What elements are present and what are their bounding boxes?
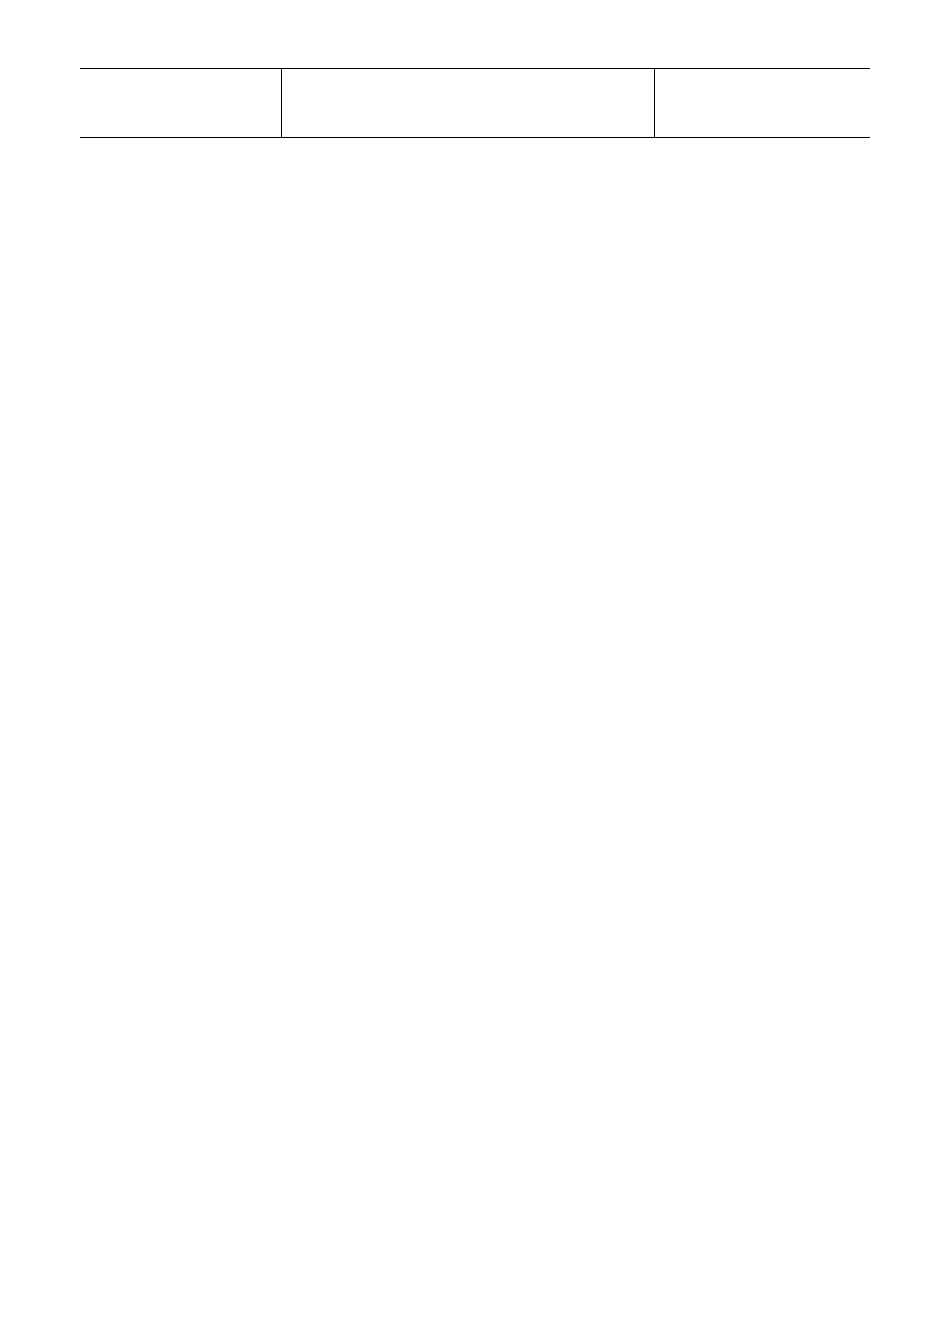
page-label	[655, 69, 870, 137]
document-header	[80, 68, 870, 138]
header-meta	[80, 69, 282, 137]
motto	[282, 69, 655, 137]
